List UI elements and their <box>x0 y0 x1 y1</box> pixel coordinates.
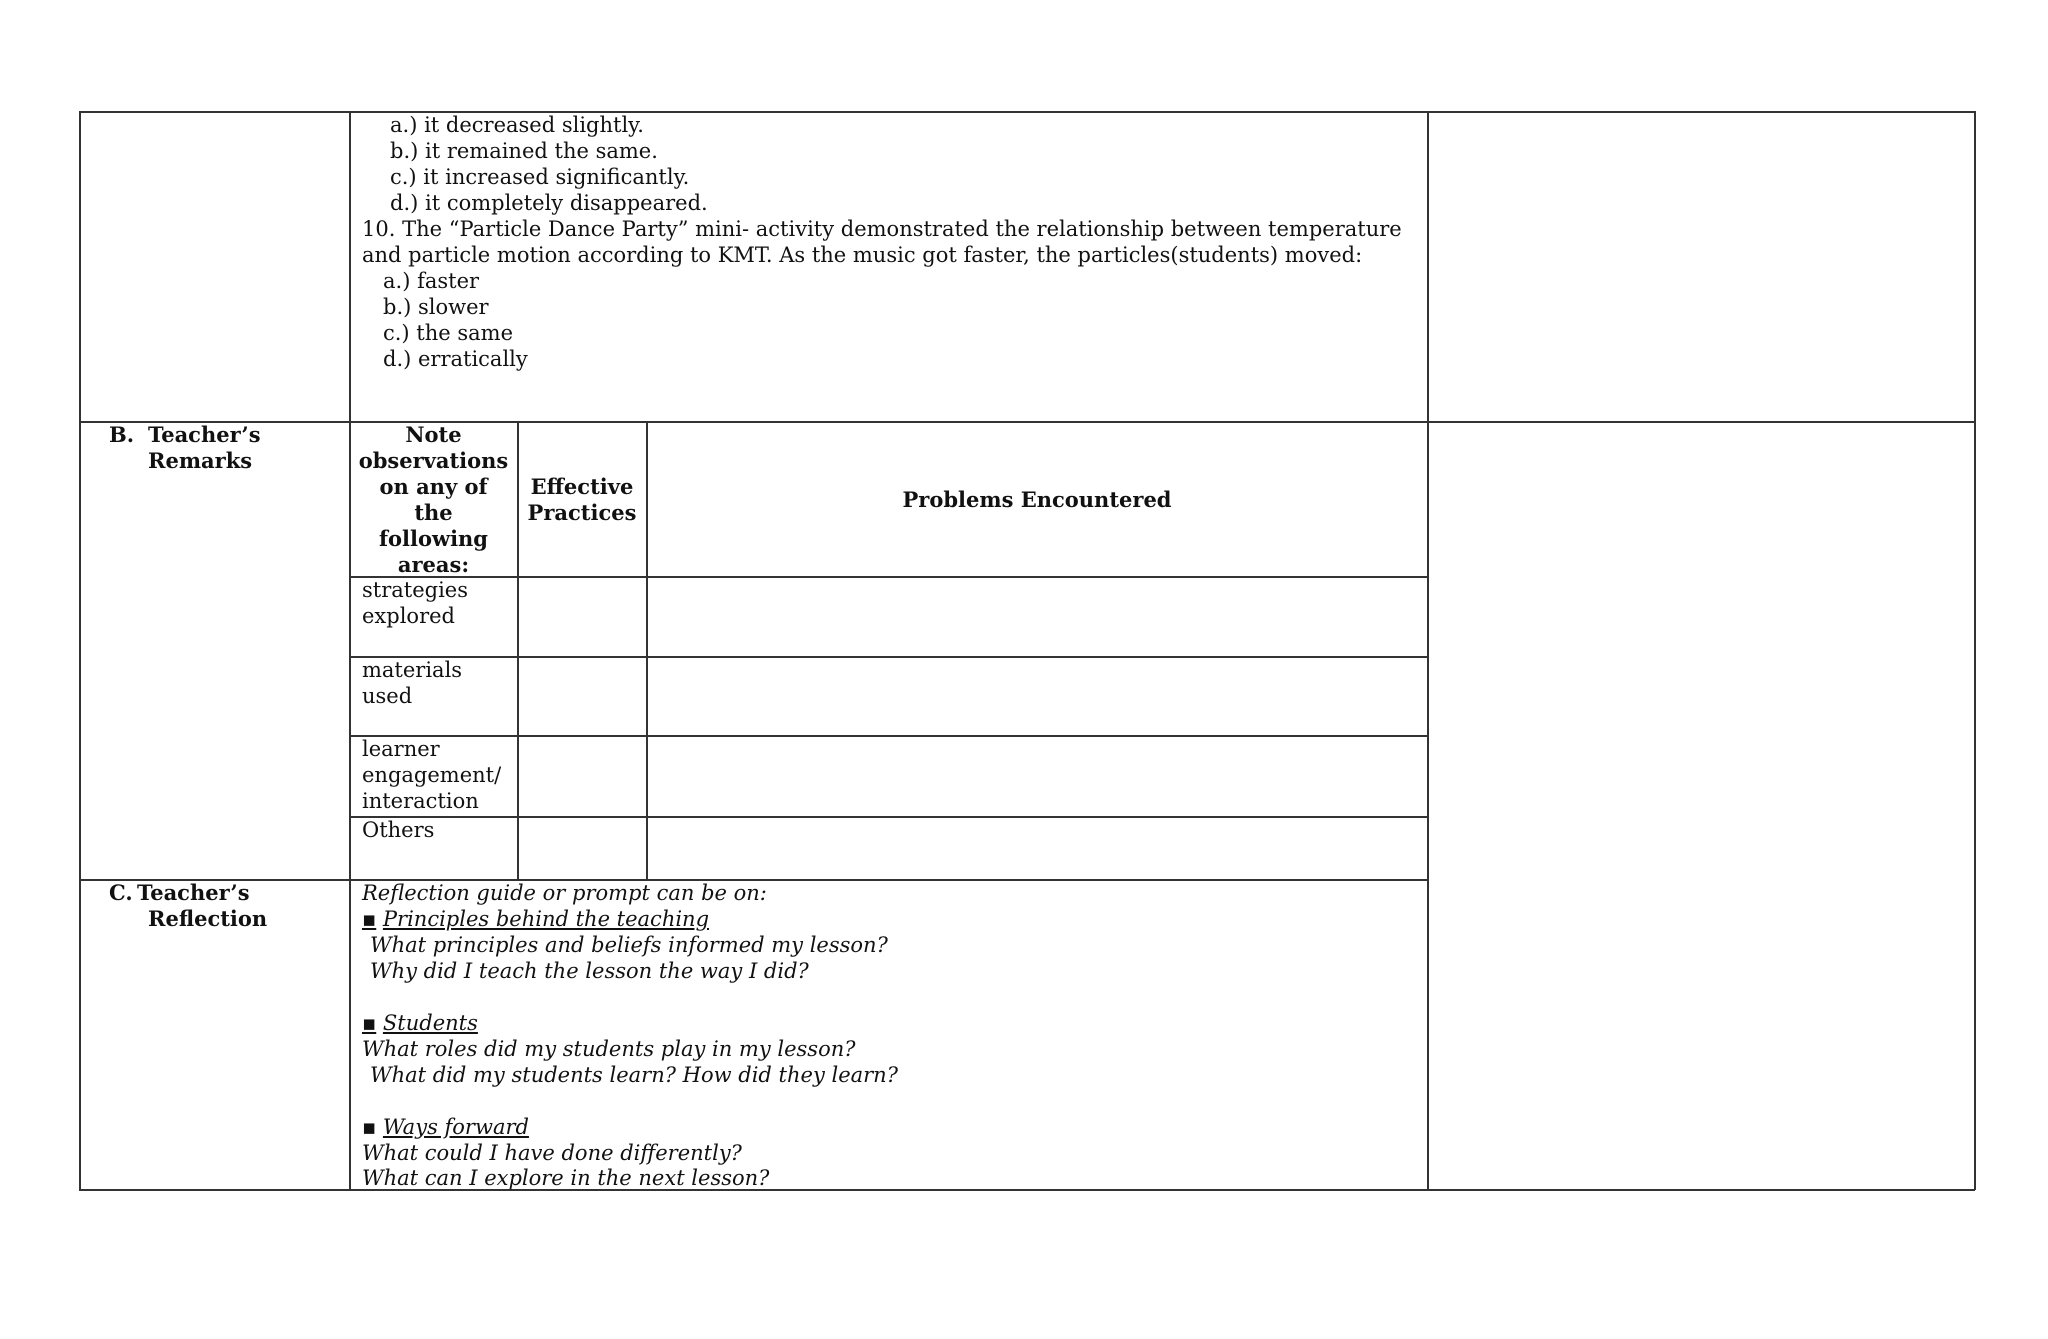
remarks-label-line-1: Teacher’s <box>148 422 261 447</box>
row-materials-line-1: materials <box>362 658 463 682</box>
q9-option-b: b.) it remained the same. <box>390 139 658 163</box>
inner-table-row-line-3 <box>349 816 1428 818</box>
reflection-question: What principles and beliefs informed my lesson? <box>370 933 888 957</box>
q10-option-a: a.) faster <box>383 269 480 293</box>
section-heading: Principles behind the teaching <box>382 907 710 931</box>
reflection-question: What could I have done differently? <box>362 1141 742 1165</box>
table-border-left <box>79 111 81 1190</box>
section-heading: Students <box>382 1011 478 1035</box>
section-heading: Ways forward <box>382 1115 529 1139</box>
reflection-section-ways-forward <box>362 1114 529 1140</box>
reflection-question: What roles did my students play in my lesson? <box>362 1037 856 1061</box>
q9-option-c: c.) it increased significantly. <box>390 165 690 189</box>
header-note-line-4: the <box>414 500 453 525</box>
header-problems-encountered: Problems Encountered <box>902 487 1172 512</box>
table-border-top <box>79 111 1975 113</box>
header-effective-line-1: Effective <box>530 474 634 499</box>
q10-option-b: b.) slower <box>383 295 489 319</box>
header-note-line-5: following <box>378 526 488 551</box>
reflection-question: What did my students learn? How did they learn? <box>370 1063 898 1087</box>
table-col-divider-1 <box>349 111 351 1190</box>
header-note-line-1: Note <box>405 422 462 447</box>
header-note-line-6: areas: <box>397 552 470 577</box>
remarks-label-letter: B. <box>109 422 135 447</box>
reflection-label-line-2: Reflection <box>148 906 268 931</box>
q10-question-line-2: and particle motion according to KMT. As the music got faster, the particles(students) moved: <box>362 243 1363 267</box>
row-learner-line-2: engagement/ <box>362 763 502 787</box>
q10-option-d: d.) erratically <box>383 347 528 371</box>
reflection-question: Why did I teach the lesson the way I did? <box>370 959 809 983</box>
reflection-section-students <box>362 1010 478 1036</box>
reflection-question: What can I explore in the next lesson? <box>362 1166 770 1190</box>
q10-option-c: c.) the same <box>383 321 514 345</box>
row-strategies-line-2: explored <box>362 604 455 628</box>
header-note-line-3: on any of <box>379 474 488 499</box>
row-learner-line-1: learner <box>362 737 440 761</box>
bullet-icon: ▪ <box>362 1011 377 1035</box>
header-note-line-2: observations <box>358 448 509 473</box>
table-border-right <box>1974 111 1976 1190</box>
bullet-icon: ▪ <box>362 907 377 931</box>
bullet-icon: ▪ <box>362 1115 377 1139</box>
table-col-divider-2 <box>1427 111 1429 1190</box>
reflection-intro: Reflection guide or prompt can be on: <box>362 881 767 905</box>
row-learner-line-3: interaction <box>362 789 479 813</box>
remarks-label-line-2: Remarks <box>148 448 253 473</box>
q9-option-d: d.) it completely disappeared. <box>390 191 708 215</box>
q10-question-line-1: 10. The “Particle Dance Party” mini- activity demonstrated the relationship between temperature <box>362 217 1402 241</box>
inner-table-row-line-1 <box>349 656 1428 658</box>
row-materials-line-2: used <box>362 684 413 708</box>
reflection-section-principles <box>362 906 709 932</box>
row-strategies-line-1: strategies <box>362 578 469 602</box>
reflection-label-letter: C. <box>109 880 133 905</box>
q9-option-a: a.) it decreased slightly. <box>390 113 644 137</box>
header-effective-line-2: Practices <box>527 500 637 525</box>
row-others-line-1: Others <box>362 818 435 842</box>
inner-table-row-line-2 <box>349 735 1428 737</box>
reflection-label-line-1: Teacher’s <box>137 880 250 905</box>
